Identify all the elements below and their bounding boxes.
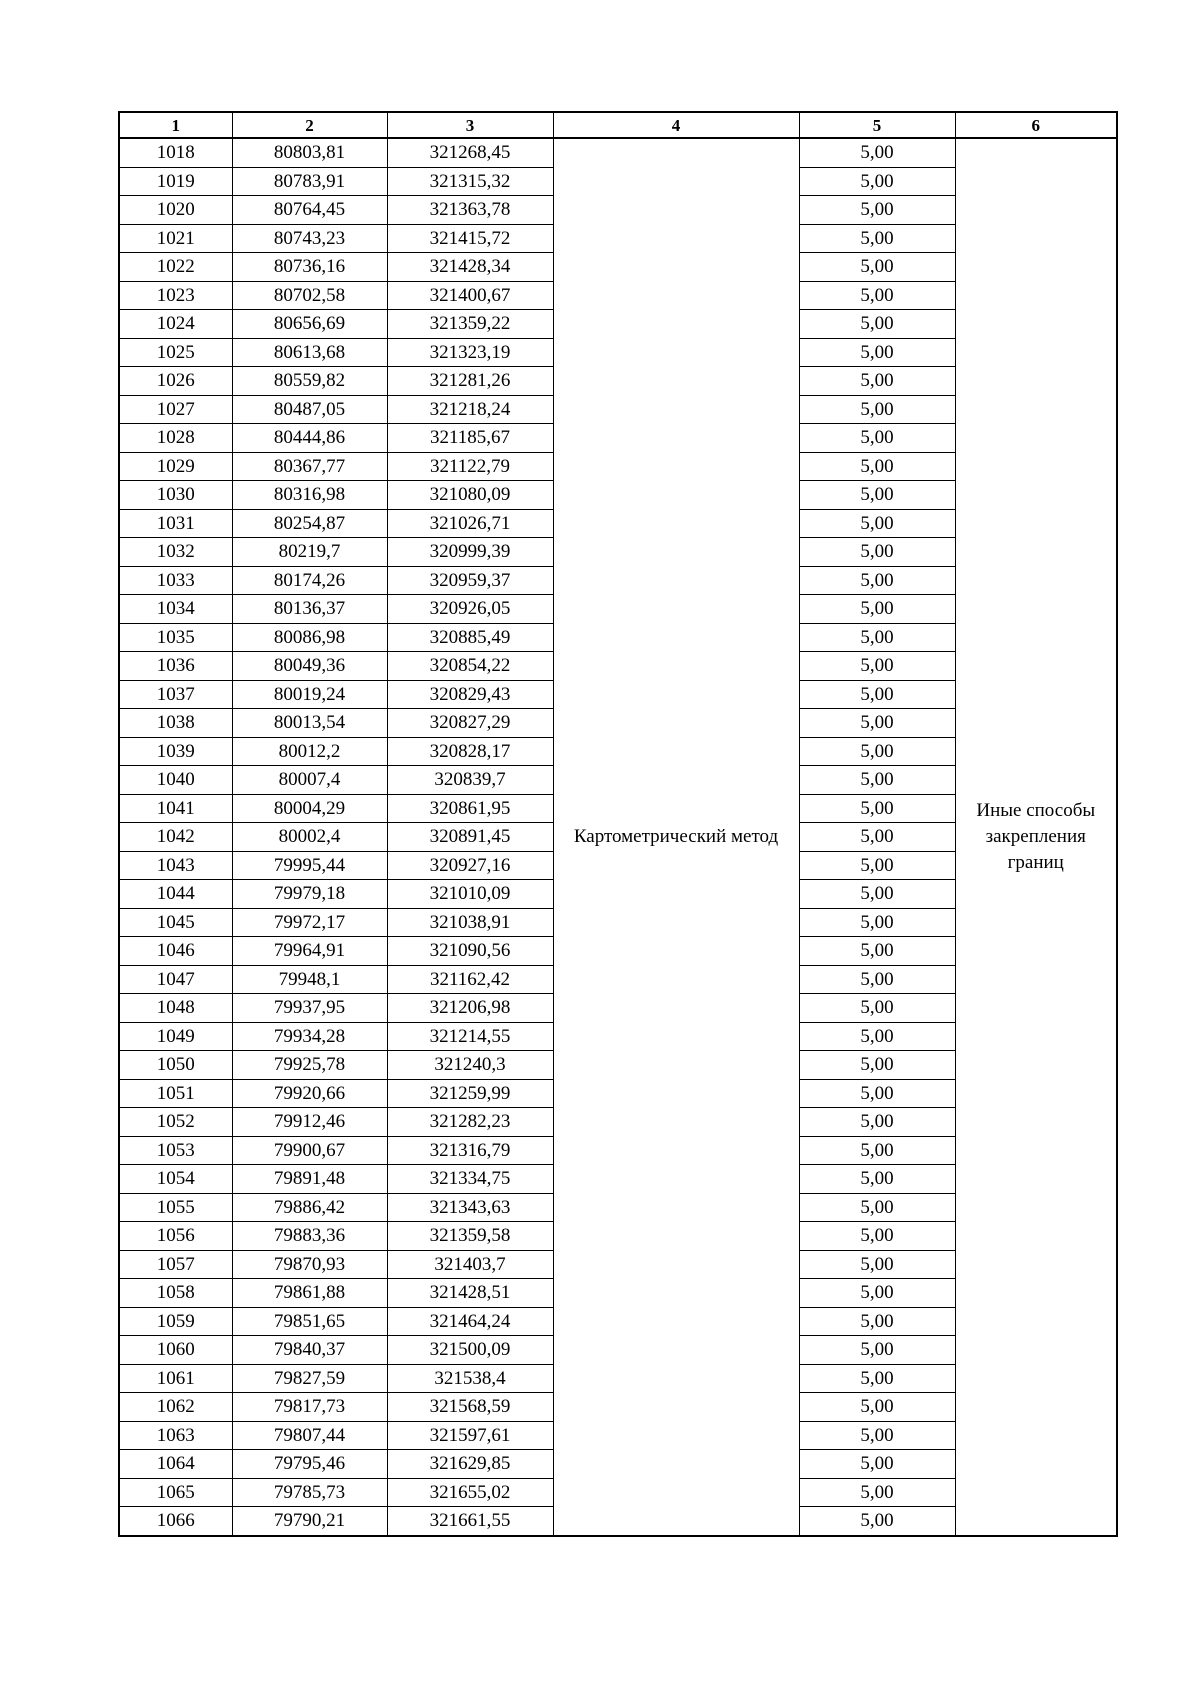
x-coordinate-cell: 80219,7 bbox=[232, 538, 387, 567]
point-number-cell: 1052 bbox=[119, 1108, 232, 1137]
point-number-cell: 1055 bbox=[119, 1193, 232, 1222]
accuracy-cell: 5,00 bbox=[799, 395, 955, 424]
point-number-cell: 1066 bbox=[119, 1507, 232, 1536]
accuracy-cell: 5,00 bbox=[799, 851, 955, 880]
point-number-cell: 1038 bbox=[119, 709, 232, 738]
point-number-cell: 1024 bbox=[119, 310, 232, 339]
x-coordinate-cell: 79979,18 bbox=[232, 880, 387, 909]
accuracy-cell: 5,00 bbox=[799, 880, 955, 909]
header-col-3: 3 bbox=[387, 112, 553, 138]
y-coordinate-cell: 321282,23 bbox=[387, 1108, 553, 1137]
point-number-cell: 1023 bbox=[119, 281, 232, 310]
x-coordinate-cell: 79964,91 bbox=[232, 937, 387, 966]
x-coordinate-cell: 79900,67 bbox=[232, 1136, 387, 1165]
point-number-cell: 1041 bbox=[119, 794, 232, 823]
x-coordinate-cell: 79785,73 bbox=[232, 1478, 387, 1507]
y-coordinate-cell: 320885,49 bbox=[387, 623, 553, 652]
point-number-cell: 1040 bbox=[119, 766, 232, 795]
point-number-cell: 1018 bbox=[119, 138, 232, 167]
x-coordinate-cell: 79925,78 bbox=[232, 1051, 387, 1080]
y-coordinate-cell: 321323,19 bbox=[387, 338, 553, 367]
y-coordinate-cell: 321038,91 bbox=[387, 908, 553, 937]
x-coordinate-cell: 80004,29 bbox=[232, 794, 387, 823]
x-coordinate-cell: 80019,24 bbox=[232, 680, 387, 709]
accuracy-cell: 5,00 bbox=[799, 338, 955, 367]
point-number-cell: 1042 bbox=[119, 823, 232, 852]
y-coordinate-cell: 321268,45 bbox=[387, 138, 553, 167]
accuracy-cell: 5,00 bbox=[799, 766, 955, 795]
point-number-cell: 1035 bbox=[119, 623, 232, 652]
x-coordinate-cell: 79827,59 bbox=[232, 1364, 387, 1393]
accuracy-cell: 5,00 bbox=[799, 1022, 955, 1051]
x-coordinate-cell: 80002,4 bbox=[232, 823, 387, 852]
x-coordinate-cell: 79851,65 bbox=[232, 1307, 387, 1336]
accuracy-cell: 5,00 bbox=[799, 1222, 955, 1251]
y-coordinate-cell: 321315,32 bbox=[387, 167, 553, 196]
point-number-cell: 1047 bbox=[119, 965, 232, 994]
x-coordinate-cell: 80367,77 bbox=[232, 452, 387, 481]
x-coordinate-cell: 79937,95 bbox=[232, 994, 387, 1023]
point-number-cell: 1033 bbox=[119, 566, 232, 595]
x-coordinate-cell: 79840,37 bbox=[232, 1336, 387, 1365]
accuracy-cell: 5,00 bbox=[799, 281, 955, 310]
y-coordinate-cell: 321629,85 bbox=[387, 1450, 553, 1479]
header-col-5: 5 bbox=[799, 112, 955, 138]
x-coordinate-cell: 79972,17 bbox=[232, 908, 387, 937]
method-cell: Картометрический метод bbox=[553, 138, 799, 1536]
point-number-cell: 1020 bbox=[119, 196, 232, 225]
y-coordinate-cell: 320839,7 bbox=[387, 766, 553, 795]
point-number-cell: 1037 bbox=[119, 680, 232, 709]
x-coordinate-cell: 80007,4 bbox=[232, 766, 387, 795]
accuracy-cell: 5,00 bbox=[799, 452, 955, 481]
accuracy-cell: 5,00 bbox=[799, 823, 955, 852]
y-coordinate-cell: 321026,71 bbox=[387, 509, 553, 538]
accuracy-cell: 5,00 bbox=[799, 1193, 955, 1222]
x-coordinate-cell: 80316,98 bbox=[232, 481, 387, 510]
y-coordinate-cell: 321162,42 bbox=[387, 965, 553, 994]
x-coordinate-cell: 79807,44 bbox=[232, 1421, 387, 1450]
y-coordinate-cell: 321359,22 bbox=[387, 310, 553, 339]
y-coordinate-cell: 321363,78 bbox=[387, 196, 553, 225]
x-coordinate-cell: 80736,16 bbox=[232, 253, 387, 282]
point-number-cell: 1050 bbox=[119, 1051, 232, 1080]
accuracy-cell: 5,00 bbox=[799, 1393, 955, 1422]
y-coordinate-cell: 321080,09 bbox=[387, 481, 553, 510]
accuracy-cell: 5,00 bbox=[799, 1307, 955, 1336]
x-coordinate-cell: 80656,69 bbox=[232, 310, 387, 339]
point-number-cell: 1028 bbox=[119, 424, 232, 453]
y-coordinate-cell: 321655,02 bbox=[387, 1478, 553, 1507]
x-coordinate-cell: 80013,54 bbox=[232, 709, 387, 738]
x-coordinate-cell: 80559,82 bbox=[232, 367, 387, 396]
accuracy-cell: 5,00 bbox=[799, 595, 955, 624]
y-coordinate-cell: 321090,56 bbox=[387, 937, 553, 966]
y-coordinate-cell: 321259,99 bbox=[387, 1079, 553, 1108]
y-coordinate-cell: 321206,98 bbox=[387, 994, 553, 1023]
x-coordinate-cell: 80613,68 bbox=[232, 338, 387, 367]
accuracy-cell: 5,00 bbox=[799, 737, 955, 766]
accuracy-cell: 5,00 bbox=[799, 253, 955, 282]
x-coordinate-cell: 79891,48 bbox=[232, 1165, 387, 1194]
point-number-cell: 1058 bbox=[119, 1279, 232, 1308]
y-coordinate-cell: 321240,3 bbox=[387, 1051, 553, 1080]
x-coordinate-cell: 80803,81 bbox=[232, 138, 387, 167]
y-coordinate-cell: 320829,43 bbox=[387, 680, 553, 709]
y-coordinate-cell: 320999,39 bbox=[387, 538, 553, 567]
x-coordinate-cell: 80136,37 bbox=[232, 595, 387, 624]
y-coordinate-cell: 321500,09 bbox=[387, 1336, 553, 1365]
header-col-2: 2 bbox=[232, 112, 387, 138]
accuracy-cell: 5,00 bbox=[799, 1336, 955, 1365]
accuracy-cell: 5,00 bbox=[799, 509, 955, 538]
accuracy-cell: 5,00 bbox=[799, 994, 955, 1023]
point-number-cell: 1049 bbox=[119, 1022, 232, 1051]
y-coordinate-cell: 320891,45 bbox=[387, 823, 553, 852]
y-coordinate-cell: 321568,59 bbox=[387, 1393, 553, 1422]
point-number-cell: 1036 bbox=[119, 652, 232, 681]
point-number-cell: 1048 bbox=[119, 994, 232, 1023]
point-number-cell: 1063 bbox=[119, 1421, 232, 1450]
accuracy-cell: 5,00 bbox=[799, 138, 955, 167]
accuracy-cell: 5,00 bbox=[799, 367, 955, 396]
y-coordinate-cell: 321464,24 bbox=[387, 1307, 553, 1336]
x-coordinate-cell: 80487,05 bbox=[232, 395, 387, 424]
x-coordinate-cell: 80049,36 bbox=[232, 652, 387, 681]
accuracy-cell: 5,00 bbox=[799, 424, 955, 453]
x-coordinate-cell: 79870,93 bbox=[232, 1250, 387, 1279]
y-coordinate-cell: 321400,67 bbox=[387, 281, 553, 310]
y-coordinate-cell: 321415,72 bbox=[387, 224, 553, 253]
accuracy-cell: 5,00 bbox=[799, 1364, 955, 1393]
point-number-cell: 1056 bbox=[119, 1222, 232, 1251]
accuracy-cell: 5,00 bbox=[799, 566, 955, 595]
accuracy-cell: 5,00 bbox=[799, 1108, 955, 1137]
document-page bbox=[118, 111, 1116, 1537]
x-coordinate-cell: 79795,46 bbox=[232, 1450, 387, 1479]
x-coordinate-cell: 79861,88 bbox=[232, 1279, 387, 1308]
point-number-cell: 1043 bbox=[119, 851, 232, 880]
accuracy-cell: 5,00 bbox=[799, 623, 955, 652]
point-number-cell: 1031 bbox=[119, 509, 232, 538]
x-coordinate-cell: 80702,58 bbox=[232, 281, 387, 310]
accuracy-cell: 5,00 bbox=[799, 1421, 955, 1450]
point-number-cell: 1034 bbox=[119, 595, 232, 624]
y-coordinate-cell: 321661,55 bbox=[387, 1507, 553, 1536]
accuracy-cell: 5,00 bbox=[799, 481, 955, 510]
point-number-cell: 1027 bbox=[119, 395, 232, 424]
accuracy-cell: 5,00 bbox=[799, 538, 955, 567]
header-col-4: 4 bbox=[553, 112, 799, 138]
table-body bbox=[119, 138, 1117, 1536]
point-number-cell: 1064 bbox=[119, 1450, 232, 1479]
accuracy-cell: 5,00 bbox=[799, 1507, 955, 1536]
accuracy-cell: 5,00 bbox=[799, 1165, 955, 1194]
point-number-cell: 1019 bbox=[119, 167, 232, 196]
y-coordinate-cell: 321281,26 bbox=[387, 367, 553, 396]
fixing-method-cell: Иные способы закрепления границ bbox=[955, 138, 1117, 1536]
point-number-cell: 1044 bbox=[119, 880, 232, 909]
y-coordinate-cell: 321428,34 bbox=[387, 253, 553, 282]
accuracy-cell: 5,00 bbox=[799, 652, 955, 681]
y-coordinate-cell: 320959,37 bbox=[387, 566, 553, 595]
accuracy-cell: 5,00 bbox=[799, 937, 955, 966]
accuracy-cell: 5,00 bbox=[799, 794, 955, 823]
x-coordinate-cell: 80764,45 bbox=[232, 196, 387, 225]
y-coordinate-cell: 321122,79 bbox=[387, 452, 553, 481]
x-coordinate-cell: 79817,73 bbox=[232, 1393, 387, 1422]
point-number-cell: 1032 bbox=[119, 538, 232, 567]
accuracy-cell: 5,00 bbox=[799, 196, 955, 225]
point-number-cell: 1025 bbox=[119, 338, 232, 367]
header-row bbox=[119, 112, 1117, 138]
point-number-cell: 1061 bbox=[119, 1364, 232, 1393]
point-number-cell: 1065 bbox=[119, 1478, 232, 1507]
y-coordinate-cell: 321218,24 bbox=[387, 395, 553, 424]
point-number-cell: 1059 bbox=[119, 1307, 232, 1336]
point-number-cell: 1029 bbox=[119, 452, 232, 481]
x-coordinate-cell: 79883,36 bbox=[232, 1222, 387, 1251]
y-coordinate-cell: 321185,67 bbox=[387, 424, 553, 453]
point-number-cell: 1060 bbox=[119, 1336, 232, 1365]
y-coordinate-cell: 321010,09 bbox=[387, 880, 553, 909]
y-coordinate-cell: 320861,95 bbox=[387, 794, 553, 823]
accuracy-cell: 5,00 bbox=[799, 1279, 955, 1308]
accuracy-cell: 5,00 bbox=[799, 709, 955, 738]
accuracy-cell: 5,00 bbox=[799, 1079, 955, 1108]
x-coordinate-cell: 80174,26 bbox=[232, 566, 387, 595]
point-number-cell: 1046 bbox=[119, 937, 232, 966]
accuracy-cell: 5,00 bbox=[799, 680, 955, 709]
point-number-cell: 1062 bbox=[119, 1393, 232, 1422]
y-coordinate-cell: 321403,7 bbox=[387, 1250, 553, 1279]
point-number-cell: 1057 bbox=[119, 1250, 232, 1279]
x-coordinate-cell: 80743,23 bbox=[232, 224, 387, 253]
x-coordinate-cell: 80444,86 bbox=[232, 424, 387, 453]
x-coordinate-cell: 79995,44 bbox=[232, 851, 387, 880]
accuracy-cell: 5,00 bbox=[799, 1450, 955, 1479]
accuracy-cell: 5,00 bbox=[799, 224, 955, 253]
y-coordinate-cell: 320828,17 bbox=[387, 737, 553, 766]
x-coordinate-cell: 79948,1 bbox=[232, 965, 387, 994]
y-coordinate-cell: 320827,29 bbox=[387, 709, 553, 738]
y-coordinate-cell: 321597,61 bbox=[387, 1421, 553, 1450]
point-number-cell: 1026 bbox=[119, 367, 232, 396]
y-coordinate-cell: 321316,79 bbox=[387, 1136, 553, 1165]
accuracy-cell: 5,00 bbox=[799, 310, 955, 339]
accuracy-cell: 5,00 bbox=[799, 167, 955, 196]
y-coordinate-cell: 320854,22 bbox=[387, 652, 553, 681]
header-col-1: 1 bbox=[119, 112, 232, 138]
y-coordinate-cell: 321428,51 bbox=[387, 1279, 553, 1308]
x-coordinate-cell: 79912,46 bbox=[232, 1108, 387, 1137]
x-coordinate-cell: 80783,91 bbox=[232, 167, 387, 196]
y-coordinate-cell: 321214,55 bbox=[387, 1022, 553, 1051]
y-coordinate-cell: 321538,4 bbox=[387, 1364, 553, 1393]
x-coordinate-cell: 80086,98 bbox=[232, 623, 387, 652]
x-coordinate-cell: 79790,21 bbox=[232, 1507, 387, 1536]
y-coordinate-cell: 320926,05 bbox=[387, 595, 553, 624]
y-coordinate-cell: 321343,63 bbox=[387, 1193, 553, 1222]
point-number-cell: 1054 bbox=[119, 1165, 232, 1194]
accuracy-cell: 5,00 bbox=[799, 965, 955, 994]
accuracy-cell: 5,00 bbox=[799, 908, 955, 937]
x-coordinate-cell: 79934,28 bbox=[232, 1022, 387, 1051]
y-coordinate-cell: 321334,75 bbox=[387, 1165, 553, 1194]
accuracy-cell: 5,00 bbox=[799, 1250, 955, 1279]
x-coordinate-cell: 79920,66 bbox=[232, 1079, 387, 1108]
header-col-6: 6 bbox=[955, 112, 1117, 138]
accuracy-cell: 5,00 bbox=[799, 1478, 955, 1507]
table-row bbox=[119, 138, 1117, 167]
point-number-cell: 1021 bbox=[119, 224, 232, 253]
accuracy-cell: 5,00 bbox=[799, 1051, 955, 1080]
point-number-cell: 1022 bbox=[119, 253, 232, 282]
point-number-cell: 1051 bbox=[119, 1079, 232, 1108]
x-coordinate-cell: 80254,87 bbox=[232, 509, 387, 538]
coordinates-table bbox=[118, 111, 1118, 1537]
point-number-cell: 1053 bbox=[119, 1136, 232, 1165]
x-coordinate-cell: 80012,2 bbox=[232, 737, 387, 766]
point-number-cell: 1030 bbox=[119, 481, 232, 510]
y-coordinate-cell: 320927,16 bbox=[387, 851, 553, 880]
x-coordinate-cell: 79886,42 bbox=[232, 1193, 387, 1222]
accuracy-cell: 5,00 bbox=[799, 1136, 955, 1165]
y-coordinate-cell: 321359,58 bbox=[387, 1222, 553, 1251]
point-number-cell: 1039 bbox=[119, 737, 232, 766]
point-number-cell: 1045 bbox=[119, 908, 232, 937]
